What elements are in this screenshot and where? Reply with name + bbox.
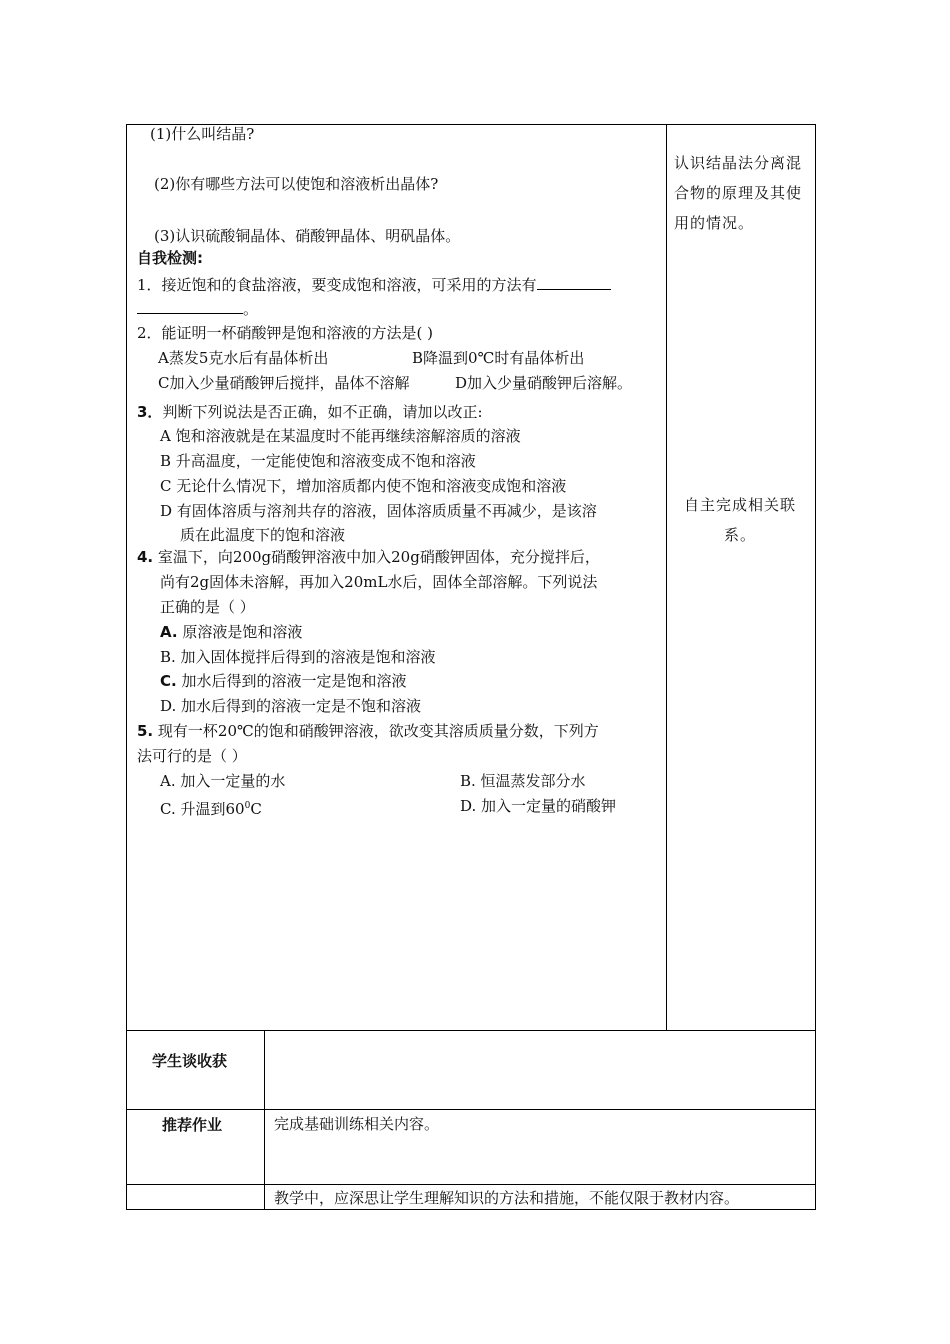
table-border-left (126, 124, 127, 1210)
answer-blank (137, 298, 243, 314)
note-crystallization-purpose: 认识结晶法分离混合物的原理及其使用的情况。 (674, 154, 803, 232)
recommended-homework-content: 完成基础训练相关内容。 (274, 1115, 440, 1133)
item-2-option-c: C加入少量硝酸钾后搅拌，晶体不溶解 (158, 374, 410, 392)
table-border-right (815, 124, 816, 1210)
question-crystallization-methods: (2)你有哪些方法可以使饱和溶液析出晶体? (154, 175, 439, 193)
item-5-option-d: D. 加入一定量的硝酸钾 (460, 797, 617, 815)
item-5-text-line2: 法可行的是（ ） (137, 747, 247, 765)
item-4-option-a: A. 原溶液是饱和溶液 (160, 623, 303, 641)
item-4-text-line2: 尚有2g固体未溶解，再加入20mL水后，固体全部溶解。下列说法 (160, 573, 598, 591)
item-2-option-a: A蒸发5克水后有晶体析出 (158, 349, 329, 367)
item-3-statement-a: A 饱和溶液就是在某温度时不能再继续溶解溶质的溶液 (160, 427, 521, 445)
item-2-text: 2．能证明一杯硝酸钾是饱和溶液的方法是( ) (137, 324, 434, 342)
self-check-heading: 自我检测: (137, 249, 203, 267)
table-border-bottom (126, 1209, 816, 1210)
item-1-text: 1．接近饱和的食盐溶液，要变成饱和溶液，可采用的方法有 (137, 274, 611, 295)
column-divider-label (264, 1030, 265, 1210)
item-3-text: 3．判断下列说法是否正确，如不正确，请加以改正: (137, 403, 483, 421)
item-5-option-a: A. 加入一定量的水 (160, 772, 286, 790)
item-3-statement-d-continued: 质在此温度下的饱和溶液 (180, 526, 346, 544)
item-5-option-c: C. 升温到$60^0C$ (160, 800, 262, 818)
student-reflection-label: 学生谈收获 (152, 1052, 228, 1070)
row-divider-1 (126, 1030, 816, 1031)
item-5-text: 5. 现有一杯20℃的饱和硝酸钾溶液，欲改变其溶质质量分数，下列方 (137, 722, 599, 740)
item-1-continuation: 。 (137, 298, 258, 319)
item-4-text: 4. 室温下，向200g硝酸钾溶液中加入20g硝酸钾固体，充分搅拌后， (137, 548, 600, 566)
note-self-complete: 自主完成相关联系。 (683, 496, 796, 544)
teaching-reflection-content: 教学中，应深思让学生理解知识的方法和措施，不能仅限于教材内容。 (274, 1189, 740, 1207)
item-3-statement-c: C 无论什么情况下，增加溶质都内使不饱和溶液变成饱和溶液 (160, 477, 567, 495)
item-4-option-b: B. 加入固体搅拌后得到的溶液是饱和溶液 (160, 648, 436, 666)
column-divider-notes (666, 124, 667, 1030)
recommended-homework-label: 推荐作业 (162, 1116, 223, 1134)
item-4-option-d: D. 加水后得到的溶液一定是不饱和溶液 (160, 697, 422, 715)
row-divider-2 (126, 1109, 816, 1110)
item-4-text-line3: 正确的是（ ） (160, 598, 255, 616)
question-recognize-crystals: (3)认识硫酸铜晶体、硝酸钾晶体、明矾晶体。 (154, 227, 461, 245)
row-divider-3 (126, 1184, 816, 1185)
item-5-option-b: B. 恒温蒸发部分水 (460, 772, 586, 790)
question-what-is-crystallization: (1)什么叫结晶? (150, 125, 255, 143)
item-2-option-b: B降温到0℃时有晶体析出 (412, 349, 585, 367)
item-4-option-c: C. 加水后得到的溶液一定是饱和溶液 (160, 672, 407, 690)
item-3-statement-b: B 升高温度，一定能使饱和溶液变成不饱和溶液 (160, 452, 476, 470)
item-2-option-d: D加入少量硝酸钾后溶解。 (455, 374, 633, 392)
answer-blank (537, 274, 611, 290)
item-3-statement-d: D 有固体溶质与溶剂共存的溶液，固体溶质质量不再减少，是该溶 (160, 502, 597, 520)
